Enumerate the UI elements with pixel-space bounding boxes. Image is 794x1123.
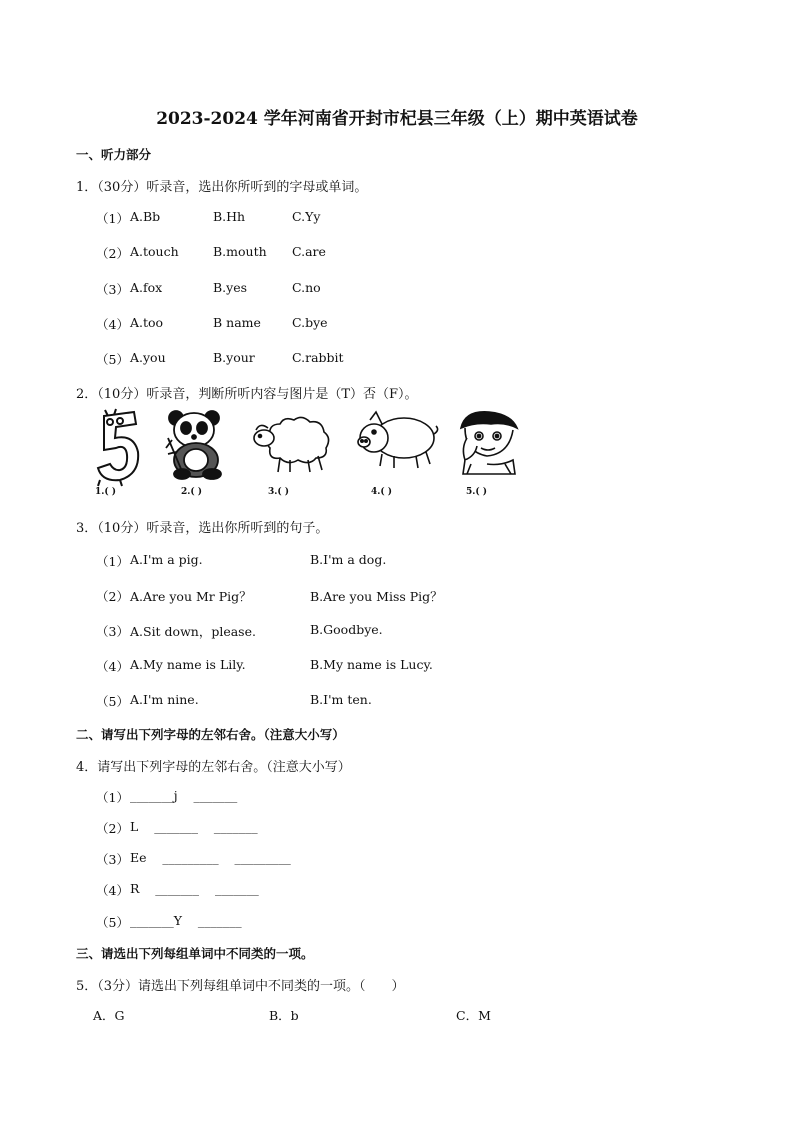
option-b: B.I'm ten.: [310, 692, 372, 707]
option-a: A.I'm a pig.: [130, 552, 203, 567]
fill-blank-line: R _______ _______: [130, 881, 259, 896]
option-c: C.rabbit: [292, 350, 344, 365]
boy-icon: [455, 408, 525, 478]
option-a: A.too: [130, 315, 164, 330]
option-number: （5）: [96, 352, 129, 367]
picture-caption-3: 3.( ): [268, 487, 290, 497]
option-a: A.Sit down，please.: [130, 624, 256, 639]
option-b: B.Goodbye.: [310, 622, 383, 637]
option-b: B.Hh: [213, 209, 246, 224]
option-a: A.touch: [130, 244, 179, 259]
option-b: B.yes: [213, 280, 248, 295]
option-number: （1）: [96, 211, 129, 226]
option-b: B．b: [269, 1008, 299, 1023]
option-a: A.Bb: [130, 209, 161, 224]
option-a: A.I'm nine.: [130, 692, 199, 707]
option-c: C.Yy: [292, 209, 321, 224]
option-number: （2）: [96, 589, 129, 604]
picture-caption-5: 5.( ): [466, 487, 488, 497]
option-c: C.bye: [292, 315, 328, 330]
item-number: （3）: [96, 852, 129, 867]
option-number: （2）: [96, 246, 129, 261]
section-listening: 一、听力部分: [76, 147, 152, 162]
item-number: （2）: [96, 821, 129, 836]
panda-icon: [162, 408, 232, 480]
option-number: （1）: [96, 554, 129, 569]
fill-blank-line: _______j _______: [130, 788, 238, 803]
option-a: A.Are you Mr Pig？: [130, 589, 252, 604]
question-2-stem: 2．（10分）听录音，判断所听内容与图片是（T）否（F）。: [76, 387, 418, 402]
question-3-stem: 3．（10分）听录音，选出你所听到的句子。: [76, 521, 329, 536]
option-b: B.I'm a dog.: [310, 552, 387, 567]
item-number: （5）: [96, 915, 129, 930]
option-c: C．M: [456, 1008, 491, 1023]
option-a: A.My name is Lily.: [130, 657, 246, 672]
item-number: （4）: [96, 883, 129, 898]
fill-blank-line: L _______ _______: [130, 819, 258, 834]
question-1-stem: 1．（30分）听录音，选出你所听到的字母或单词。: [76, 180, 368, 195]
option-b: B.My name is Lucy.: [310, 657, 433, 672]
picture-caption-1: 1.( ): [95, 487, 117, 497]
option-c: C.are: [292, 244, 326, 259]
page-title: 2023-2024 学年河南省开封市杞县三年级（上）期中英语试卷: [156, 109, 638, 129]
pig-icon: [356, 408, 440, 472]
option-number: （5）: [96, 694, 129, 709]
option-b: B.mouth: [213, 244, 267, 259]
section-odd-one-out: 三、请选出下列每组单词中不同类的一项。: [76, 946, 314, 961]
option-b: B name: [213, 315, 261, 330]
picture-caption-2: 2.( ): [181, 487, 203, 497]
option-number: （4）: [96, 659, 129, 674]
option-number: （4）: [96, 317, 129, 332]
option-c: C.no: [292, 280, 321, 295]
sheep-icon: [250, 408, 334, 478]
option-a: A．G: [93, 1008, 125, 1023]
fill-blank-line: _______Y _______: [130, 913, 242, 928]
item-number: （1）: [96, 790, 129, 805]
option-b: B.your: [213, 350, 255, 365]
option-b: B.Are you Miss Pig？: [310, 589, 443, 604]
number-5-icon: [90, 408, 144, 488]
option-a: A.fox: [130, 280, 163, 295]
question-5-stem: 5．（3分）请选出下列每组单词中不同类的一项。（ ）: [76, 979, 405, 994]
question-4-stem: 4．请写出下列字母的左邻右舍。（注意大小写）: [76, 760, 351, 775]
option-a: A.you: [130, 350, 166, 365]
fill-blank-line: Ee _________ _________: [130, 850, 291, 865]
section-letters: 二、请写出下列字母的左邻右舍。（注意大小写）: [76, 727, 345, 742]
option-number: （3）: [96, 282, 129, 297]
picture-caption-4: 4.( ): [371, 487, 393, 497]
option-number: （3）: [96, 624, 129, 639]
